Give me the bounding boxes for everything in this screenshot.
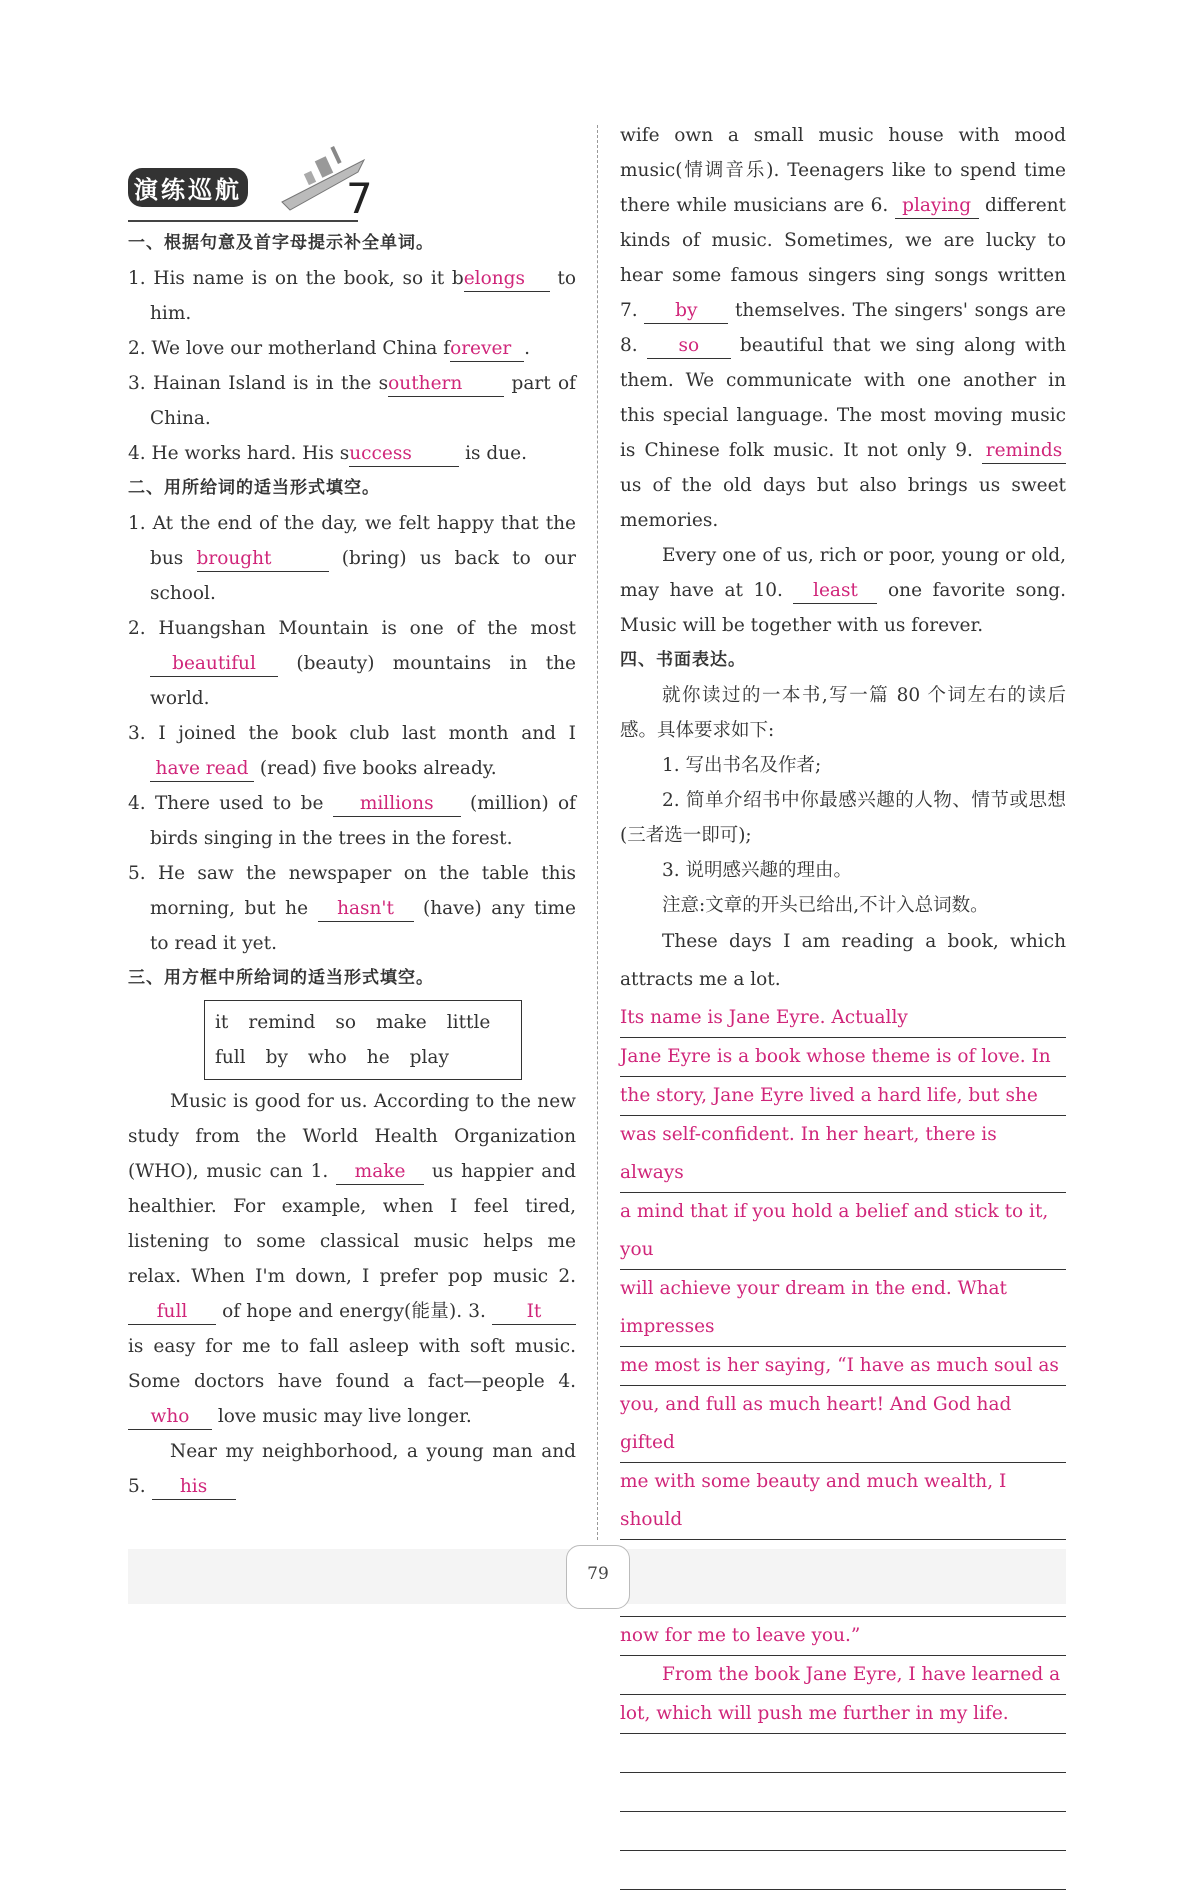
passage-paragraph-2-start: Near my neighborhood, a young man and 5. his xyxy=(128,1434,576,1504)
writing-note: 注意:文章的开头已给出,不计入总词数。 xyxy=(662,895,989,916)
answer-blank[interactable]: reminds xyxy=(982,439,1066,464)
part1-question-2: 2. We love our motherland China forever . xyxy=(128,331,576,366)
answer-blank[interactable]: orever xyxy=(450,337,524,362)
part1-question-3: 3. Hainan Island is in the southern part of China. xyxy=(128,373,576,429)
essay-blank-line[interactable] xyxy=(620,1851,1066,1890)
answer-blank[interactable]: have read xyxy=(150,757,254,782)
passage-paragraph-1: Music is good for us. According to the new study from the World Health Organization (WHO), music can 1. make us happier and healthier. For example, when I feel tired, listening to some classical music helps me relax. When I'm down, I prefer pop music 2. full of hope and energy(能量). 3. It is easy for me to fall asleep with soft music. Some doctors have found a fact—people 4. who love music may live longer. xyxy=(128,1084,576,1434)
right-column xyxy=(620,118,1066,1890)
answer-blank[interactable]: elongs xyxy=(464,267,550,292)
writing-requirement-3: 3. 说明感兴趣的理由。 xyxy=(662,860,853,881)
essay-line: was self-confident. In her heart, there is always xyxy=(620,1116,1066,1193)
passage-paragraph-2-continued: wife own a small music house with mood music(情调音乐). Teenagers like to spend time there while musicians are 6. playing different kinds of music. Sometimes, we are lucky to hear some famous singers sing songs written 7. by themselves. The singers' songs are 8. so beautiful that we sing along with them. We communicate with one another in this special language. The most moving music is Chinese folk music. It not only 9. reminds us of the old days but also brings us sweet memories. xyxy=(620,125,1066,531)
essay-line: Jane Eyre is a book whose theme is of love. In xyxy=(620,1038,1066,1077)
essay-answer[interactable] xyxy=(620,999,1066,1890)
essay-line: will achieve your dream in the end. What impresses xyxy=(620,1270,1066,1347)
essay-blank-line[interactable] xyxy=(620,1812,1066,1851)
word-box-row-2: full by who he play xyxy=(215,1047,449,1068)
part4-heading: 四、书面表达。 xyxy=(620,650,746,670)
left-column xyxy=(128,226,576,1504)
essay-line: lot, which will push me further in my life. xyxy=(620,1695,1066,1734)
answer-blank[interactable]: beautiful xyxy=(150,652,278,677)
page-footer xyxy=(128,1545,1066,1615)
part2-heading: 二、用所给词的适当形式填空。 xyxy=(128,478,380,498)
essay-line: me most is her saying, “I have as much soul as xyxy=(620,1347,1066,1386)
answer-blank[interactable]: his xyxy=(152,1475,236,1500)
section-title-banner xyxy=(128,136,388,223)
part2-question-3: 3. I joined the book club last month and I have read (read) five books already. xyxy=(128,716,576,786)
answer-blank[interactable]: so xyxy=(647,334,731,359)
essay-line: now for me to leave you.” xyxy=(620,1617,1066,1656)
essay-line: From the book Jane Eyre, I have learned a xyxy=(620,1656,1066,1695)
part2-question-5: 5. He saw the newspaper on the table this morning, but he hasn't (have) any time to read it yet. xyxy=(128,863,576,954)
essay-line: the story, Jane Eyre lived a hard life, but she xyxy=(620,1077,1066,1116)
answer-blank[interactable]: brought xyxy=(197,547,329,572)
answer-blank[interactable]: It xyxy=(492,1300,576,1325)
essay-line: Its name is Jane Eyre. Actually xyxy=(620,999,1066,1038)
answer-blank[interactable]: uccess xyxy=(349,442,459,467)
part2-question-1: 1. At the end of the day, we felt happy that the bus brought (bring) us back to our school. xyxy=(128,513,576,604)
essay-line: me with some beauty and much wealth, I should xyxy=(620,1463,1066,1540)
essay-line: you, and full as much heart! And God had gifted xyxy=(620,1386,1066,1463)
section-number: 7 xyxy=(346,174,373,223)
part1-question-1: 1. His name is on the book, so it belongs to him. xyxy=(128,268,576,324)
essay-given-start: These days I am reading a book, which attracts me a lot. xyxy=(620,931,1066,990)
answer-blank[interactable]: who xyxy=(128,1405,212,1430)
column-divider xyxy=(597,125,598,1540)
essay-blank-line[interactable] xyxy=(620,1773,1066,1812)
passage-paragraph-3: Every one of us, rich or poor, young or old, may have at 10. least one favorite song. Music will be together with us forever. xyxy=(620,545,1066,636)
answer-blank[interactable]: by xyxy=(644,299,728,324)
section-title: 演练巡航 xyxy=(128,168,248,207)
answer-blank[interactable]: make xyxy=(336,1160,424,1185)
part1-heading: 一、根据句意及首字母提示补全单词。 xyxy=(128,233,434,253)
writing-requirement-2: 2. 简单介绍书中你最感兴趣的人物、情节或思想(三者选一即可); xyxy=(620,790,1066,846)
answer-blank[interactable]: hasn't xyxy=(318,897,414,922)
answer-blank[interactable]: full xyxy=(128,1300,216,1325)
essay-blank-line[interactable] xyxy=(620,1734,1066,1773)
part1-question-4: 4. He works hard. His success is due. xyxy=(128,436,576,471)
part2-question-2: 2. Huangshan Mountain is one of the most beautiful (beauty) mountains in the world. xyxy=(128,618,576,709)
page-number: 79 xyxy=(566,1545,630,1609)
answer-blank[interactable]: least xyxy=(793,579,877,604)
essay-line: a mind that if you hold a belief and stick to it, you xyxy=(620,1193,1066,1270)
part3-heading: 三、用方框中所给词的适当形式填空。 xyxy=(128,968,434,988)
writing-requirement-1: 1. 写出书名及作者; xyxy=(662,755,822,776)
title-underline xyxy=(128,220,358,222)
writing-instruction: 就你读过的一本书,写一篇 80 个词左右的读后感。具体要求如下: xyxy=(620,685,1066,741)
answer-blank[interactable]: playing xyxy=(895,194,979,219)
part2-question-4: 4. There used to be millions (million) of birds singing in the trees in the forest. xyxy=(128,793,576,849)
answer-blank[interactable]: outhern xyxy=(388,372,504,397)
answer-blank[interactable]: millions xyxy=(333,792,461,817)
word-box xyxy=(204,1000,522,1080)
word-box-row-1: it remind so make little xyxy=(215,1012,491,1033)
